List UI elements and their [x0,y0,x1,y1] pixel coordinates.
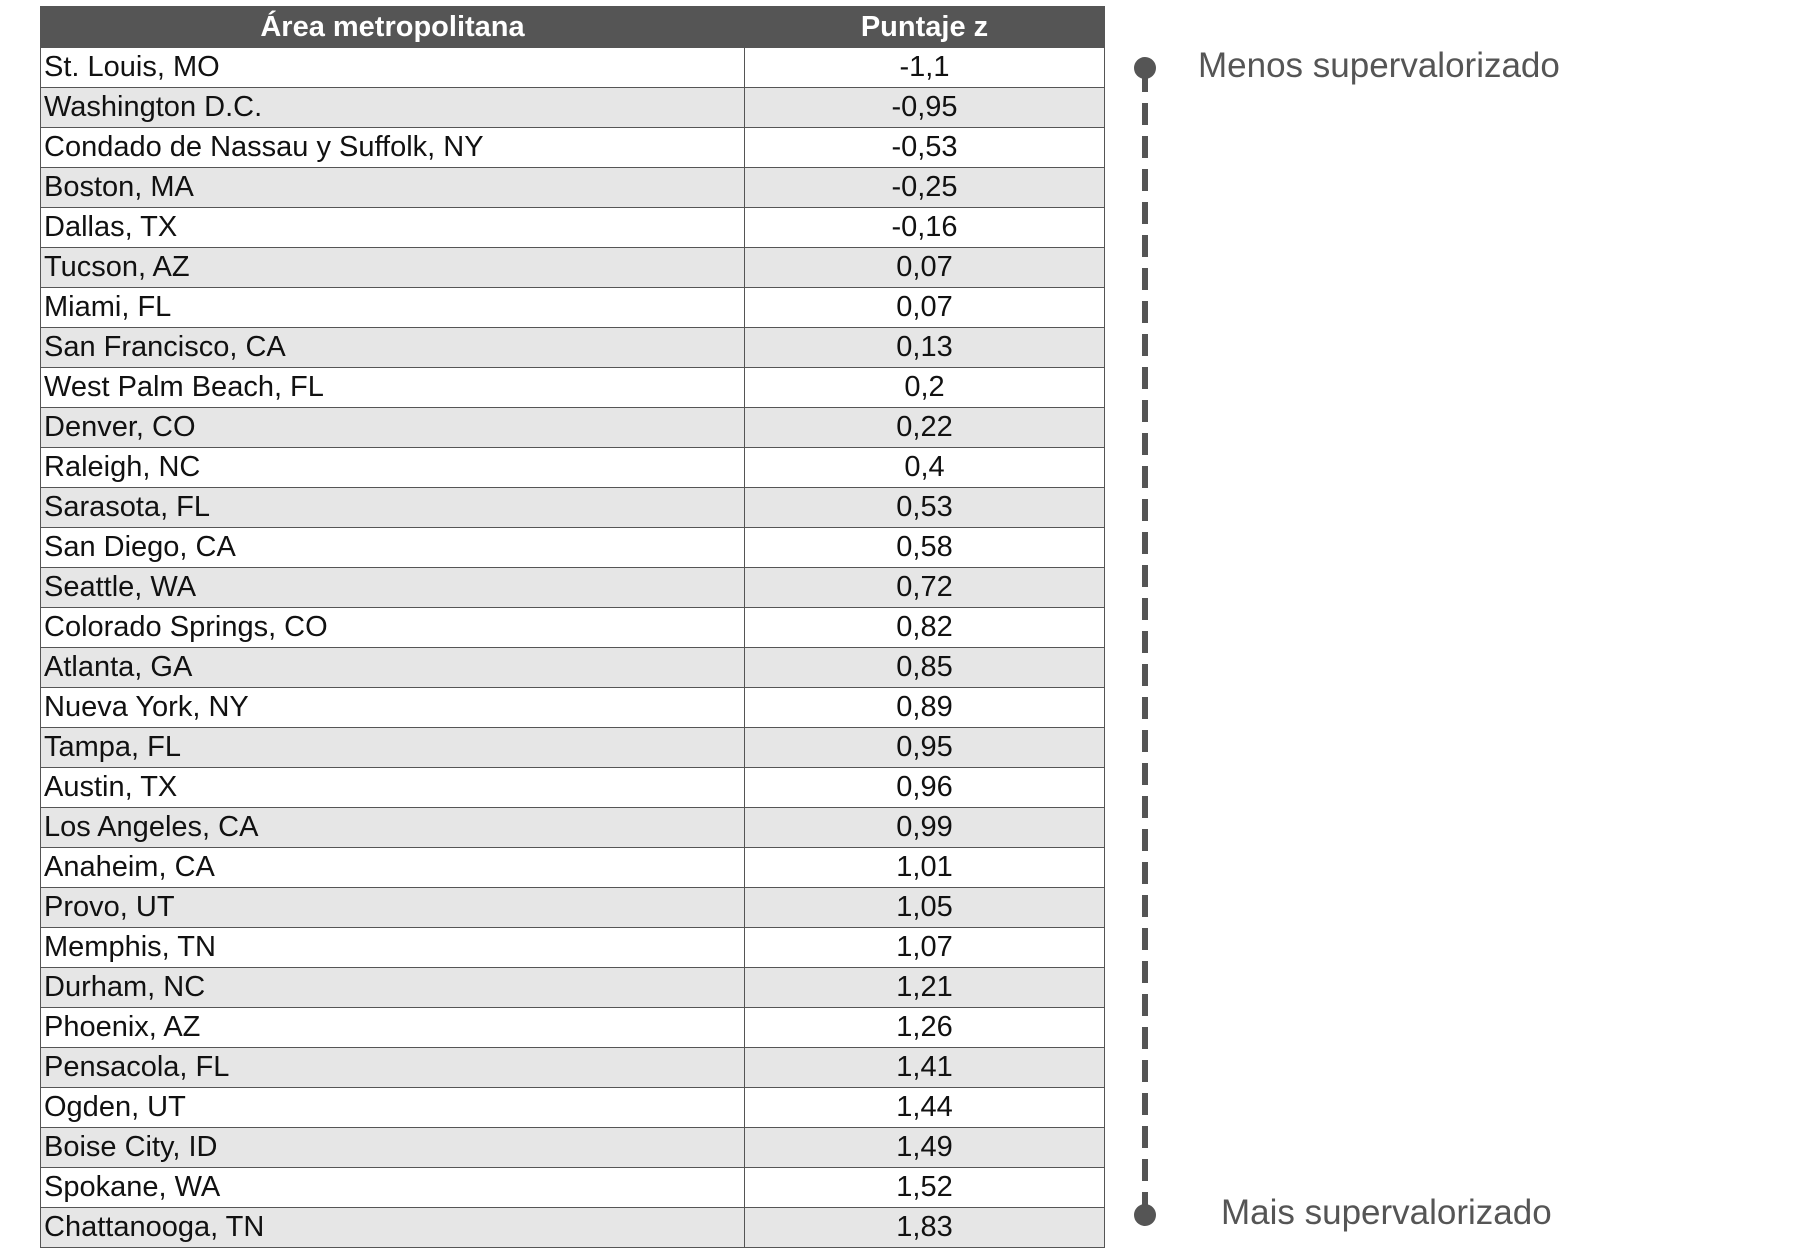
area-cell: Raleigh, NC [41,448,745,488]
zscore-cell: 1,52 [745,1168,1105,1208]
table-row [41,888,1105,928]
zscore-cell: 0,58 [745,528,1105,568]
table-row [41,1008,1105,1048]
zscore-cell: -0,53 [745,128,1105,168]
table-row [41,848,1105,888]
zscore-cell: -0,16 [745,208,1105,248]
zscore-cell: 1,01 [745,848,1105,888]
table-row [41,448,1105,488]
table-row [41,328,1105,368]
zscore-cell: 0,96 [745,768,1105,808]
zscore-cell: 0,82 [745,608,1105,648]
table-row [41,1168,1105,1208]
overvaluation-scale [1110,40,1800,1240]
area-cell: Washington D.C. [41,88,745,128]
scale-bottom-dot [1134,1204,1156,1226]
table-row [41,248,1105,288]
header-zscore: Puntaje z [745,7,1105,48]
table-row [41,208,1105,248]
table-row [41,48,1105,88]
zscore-cell: -0,25 [745,168,1105,208]
area-cell: Provo, UT [41,888,745,928]
table-row [41,728,1105,768]
table-row [41,368,1105,408]
zscore-cell: 0,2 [745,368,1105,408]
table-row [41,128,1105,168]
table-row [41,808,1105,848]
scale-bottom-label: Mais supervalorizado [1221,1193,1552,1232]
zscore-cell: 0,07 [745,288,1105,328]
area-cell: Atlanta, GA [41,648,745,688]
zscore-cell: 0,99 [745,808,1105,848]
area-cell: Chattanooga, TN [41,1208,745,1248]
scale-top-dot [1134,57,1156,79]
zscore-cell: 0,4 [745,448,1105,488]
zscore-table [40,6,1105,1248]
area-cell: Tucson, AZ [41,248,745,288]
area-cell: West Palm Beach, FL [41,368,745,408]
zscore-cell: 1,07 [745,928,1105,968]
area-cell: Anaheim, CA [41,848,745,888]
zscore-cell: 1,41 [745,1048,1105,1088]
table-row [41,768,1105,808]
zscore-cell: 0,13 [745,328,1105,368]
area-cell: Ogden, UT [41,1088,745,1128]
area-cell: Boston, MA [41,168,745,208]
zscore-cell: 1,05 [745,888,1105,928]
table-row [41,688,1105,728]
area-cell: St. Louis, MO [41,48,745,88]
area-cell: Dallas, TX [41,208,745,248]
area-cell: Seattle, WA [41,568,745,608]
zscore-cell: 1,49 [745,1128,1105,1168]
area-cell: Nueva York, NY [41,688,745,728]
table-header-row [41,7,1105,48]
zscore-cell: 1,21 [745,968,1105,1008]
zscore-cell: 0,95 [745,728,1105,768]
zscore-cell: 1,26 [745,1008,1105,1048]
zscore-cell: 0,22 [745,408,1105,448]
area-cell: Durham, NC [41,968,745,1008]
zscore-cell: 0,53 [745,488,1105,528]
table-body [41,48,1105,1248]
scale-top-label: Menos supervalorizado [1198,46,1560,85]
area-cell: Spokane, WA [41,1168,745,1208]
table-row [41,608,1105,648]
zscore-cell: 1,83 [745,1208,1105,1248]
table-row [41,1208,1105,1248]
table-row [41,968,1105,1008]
area-cell: Los Angeles, CA [41,808,745,848]
area-cell: Phoenix, AZ [41,1008,745,1048]
area-cell: Denver, CO [41,408,745,448]
area-cell: Condado de Nassau y Suffolk, NY [41,128,745,168]
table-row [41,88,1105,128]
zscore-cell: 0,07 [745,248,1105,288]
zscore-cell: 0,85 [745,648,1105,688]
area-cell: Sarasota, FL [41,488,745,528]
table-row [41,1088,1105,1128]
table-row [41,928,1105,968]
zscore-cell: 0,89 [745,688,1105,728]
area-cell: Memphis, TN [41,928,745,968]
zscore-cell: -0,95 [745,88,1105,128]
table-row [41,568,1105,608]
area-cell: San Francisco, CA [41,328,745,368]
header-area: Área metropolitana [41,7,745,48]
area-cell: Colorado Springs, CO [41,608,745,648]
area-cell: Boise City, ID [41,1128,745,1168]
area-cell: Miami, FL [41,288,745,328]
zscore-cell: 1,44 [745,1088,1105,1128]
table-row [41,408,1105,448]
table-row [41,288,1105,328]
zscore-cell: -1,1 [745,48,1105,88]
table-row [41,1128,1105,1168]
zscore-cell: 0,72 [745,568,1105,608]
area-cell: Austin, TX [41,768,745,808]
area-cell: Pensacola, FL [41,1048,745,1088]
table-row [41,648,1105,688]
table-row [41,1048,1105,1088]
area-cell: San Diego, CA [41,528,745,568]
table-row [41,528,1105,568]
area-cell: Tampa, FL [41,728,745,768]
table-row [41,488,1105,528]
table-row [41,168,1105,208]
